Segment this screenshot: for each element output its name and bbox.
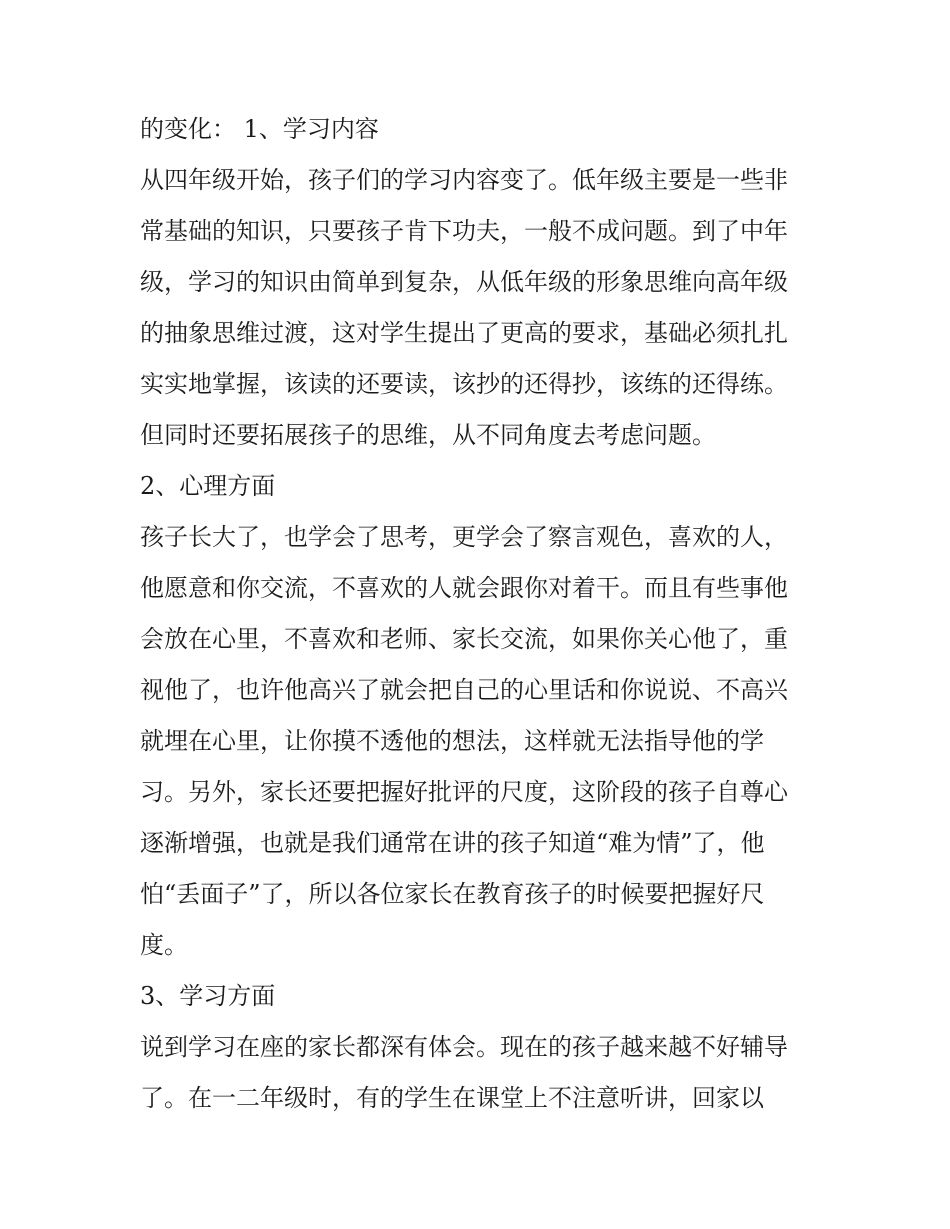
- text-line: 视他了，也许他高兴了就会把自己的心里话和你说说、不高兴: [140, 676, 788, 704]
- text-line: 级，学习的知识由简单到复杂，从低年级的形象思维向高年级: [140, 268, 788, 296]
- document-body: [140, 104, 820, 1124]
- text-line: 但同时还要拓展孩子的思维，从不同角度去考虑问题。: [140, 421, 716, 449]
- text-line: 逐渐增强，也就是我们通常在讲的孩子知道“难为情”了，他: [140, 829, 765, 857]
- text-line: 从四年级开始，孩子们的学习内容变了。低年级主要是一些非: [140, 166, 788, 194]
- section-heading: 2、心理方面: [140, 472, 276, 500]
- text-line: 就埋在心里，让你摸不透他的想法，这样就无法指导他的学: [140, 727, 764, 755]
- text-line: 了。在一二年级时，有的学生在课堂上不注意听讲，回家以: [140, 1084, 764, 1112]
- text-line: 常基础的知识，只要孩子肯下功夫，一般不成问题。到了中年: [140, 217, 788, 245]
- section-heading: 3、学习方面: [140, 982, 276, 1010]
- text-line: 习。另外，家长还要把握好批评的尺度，这阶段的孩子自尊心: [140, 778, 788, 806]
- text-line: 会放在心里，不喜欢和老师、家长交流，如果你关心他了，重: [140, 625, 788, 653]
- text-line: 他愿意和你交流，不喜欢的人就会跟你对着干。而且有些事他: [140, 574, 788, 602]
- text-line: 的抽象思维过渡，这对学生提出了更高的要求，基础必须扎扎: [140, 319, 788, 347]
- text-line: 孩子长大了，也学会了思考，更学会了察言观色，喜欢的人，: [140, 523, 788, 551]
- text-line: 说到学习在座的家长都深有体会。现在的孩子越来越不好辅导: [140, 1033, 788, 1061]
- text-line: 实实地掌握，该读的还要读，该抄的还得抄，该练的还得练。: [140, 370, 788, 398]
- text-line: 的变化： 1、学习内容: [140, 115, 379, 143]
- text-line: 怕“丢面子”了，所以各位家长在教育孩子的时候要把握好尺: [140, 880, 765, 908]
- text-line: 度。: [140, 931, 188, 959]
